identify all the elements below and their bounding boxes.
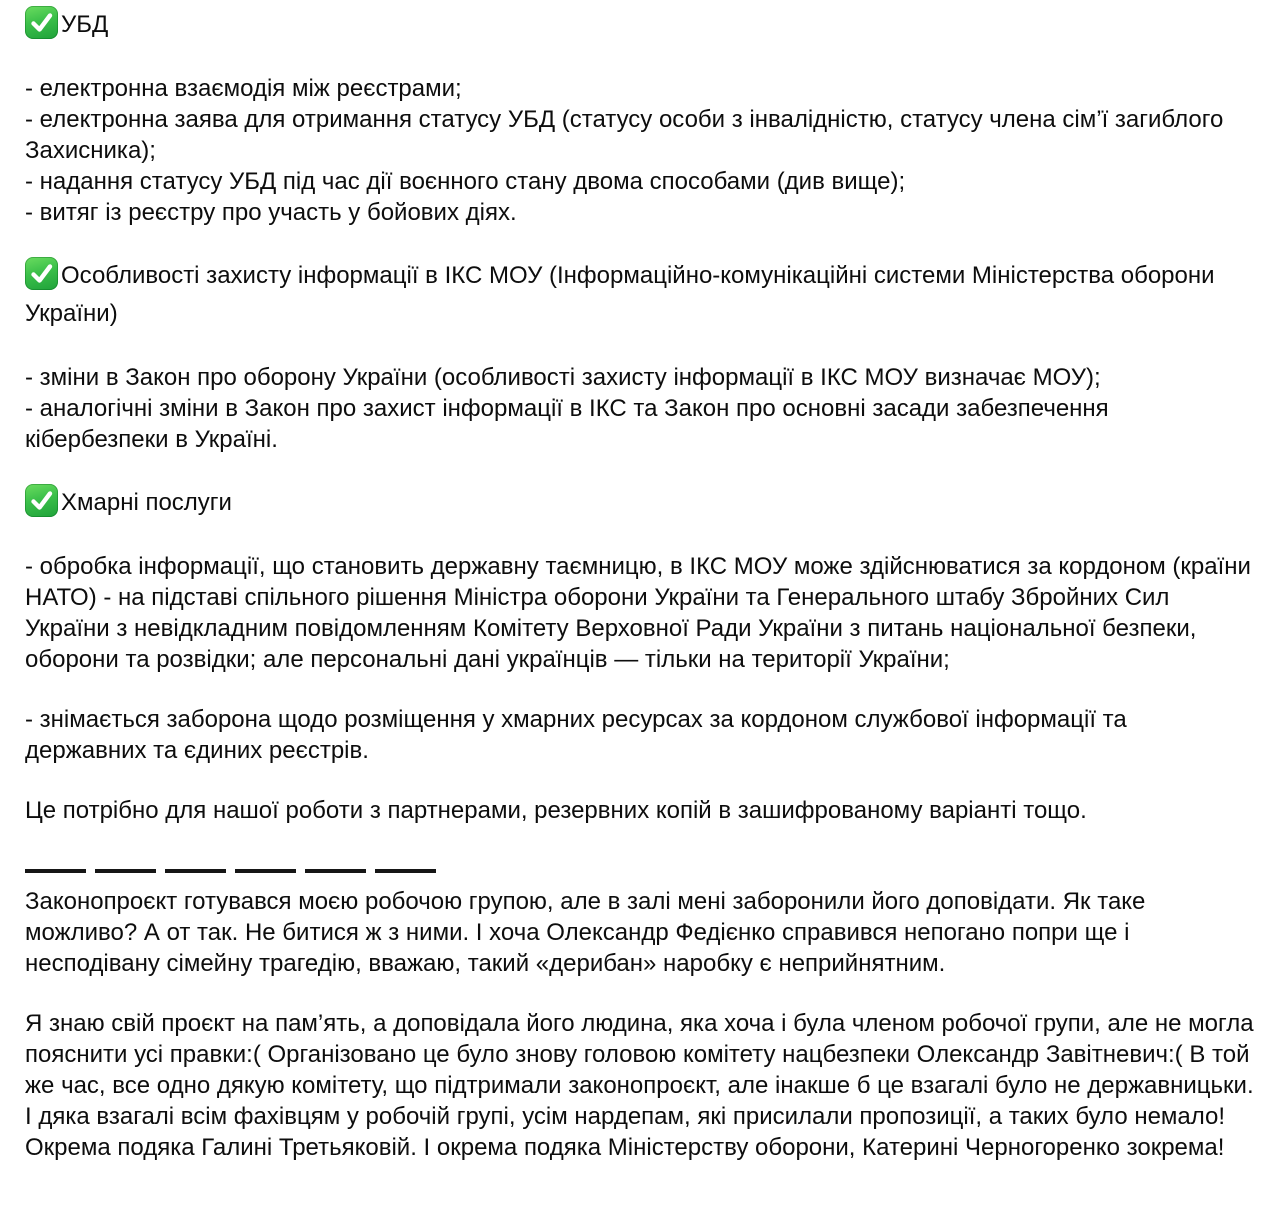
divider-dash [25,869,86,873]
cloud-note [25,795,1254,826]
section-ubd-bullets [25,73,1254,228]
commentary-paragraph-2 [25,1008,1254,1163]
divider-dash [165,869,226,873]
bullet-item: - надання статусу УБД під час дії воєнного стану двома способами (див вище); [25,168,906,195]
divider-dash [235,869,296,873]
section-heading-iks-mou [25,257,1254,333]
bullet-item: - знімається заборона щодо розміщення у хмарних ресурсах за кордоном службової інформації та державних та єдиних реєстрів. [25,706,1127,764]
check-mark-icon [25,6,58,39]
section-iks-mou-bullets [25,362,1254,455]
divider-dash [95,869,156,873]
check-mark-icon [25,484,58,517]
bullet-item: - електронна заява для отримання статусу УБД (статусу особи з інвалідністю, статусу члена сім’ї загиблого Захисника); [25,106,1224,164]
bullet-item: - електронна взаємодія між реєстрами; [25,75,462,102]
divider-dash [375,869,436,873]
check-mark-icon [25,257,58,290]
bullet-item: - обробка інформації, що становить державну таємницю, в ІКС МОУ може здійснюватися за кордоном (країни НАТО) - на підставі спільного рішення Міністра оборони України та Генерального штабу Збройних Сил України з невідкладним повідомленням Комітету Верховної Ради України з питань національної безпеки, оборони та розвідки; але персональні дані українців — тільки на території України; [25,553,1251,673]
section-title: УБД [61,11,109,38]
paragraph: Це потрібно для нашої роботи з партнерами, резервних копій в зашифрованому варіанті тощо. [25,797,1087,824]
bullet-item: - аналогічні зміни в Закон про захист інформації в ІКС та Закон про основні засади забезпечення кібербезпеки в Україні. [25,395,1109,453]
section-heading-ubd [25,6,1254,44]
divider-dash [305,869,366,873]
section-title: Особливості захисту інформації в ІКС МОУ (Інформаційно-комунікаційні системи Міністерства оборони України) [25,262,1215,327]
bullet-item: - витяг із реєстру про участь у бойових діях. [25,199,517,226]
paragraph: Законопроєкт готувався моєю робочою групою, але в залі мені заборонили його доповідати. Як таке можливо? А от так. Не битися ж з ними. І хоча Олександр Федієнко справився непогано попри ще і несподівану сімейну трагедію, вважаю, такий «дерибан» наробку є неприйнятним. [25,888,1146,977]
cloud-bullet-hosting [25,704,1254,766]
paragraph: Я знаю свій проєкт на пам’ять, а доповідала його людина, яка хоча і була членом робочої групи, але не могла пояснити усі правки:( Організовано це було знову головою комітету нацбезпеки Олександр Завітневич:( В той же час, все одно дякую комітету, що підтримали законопроєкт, але інакше б це взагалі було не державницьки. І дяка взагалі всім фахівцям у робочій групі, усім нардепам, які присилали пропозиції, а таких було немало! Окрема подяка Галині Третьяковій. І окрема подяка Міністерству оборони, Катерині Черногоренко зокрема! [25,1010,1254,1161]
section-title: Хмарні послуги [61,489,232,516]
divider [25,855,1254,886]
commentary-paragraph-1 [25,886,1254,979]
cloud-bullet-processing [25,551,1254,675]
section-heading-cloud [25,484,1254,522]
bullet-item: - зміни в Закон про оборону України (особливості захисту інформації в ІКС МОУ визначає МОУ); [25,364,1101,391]
